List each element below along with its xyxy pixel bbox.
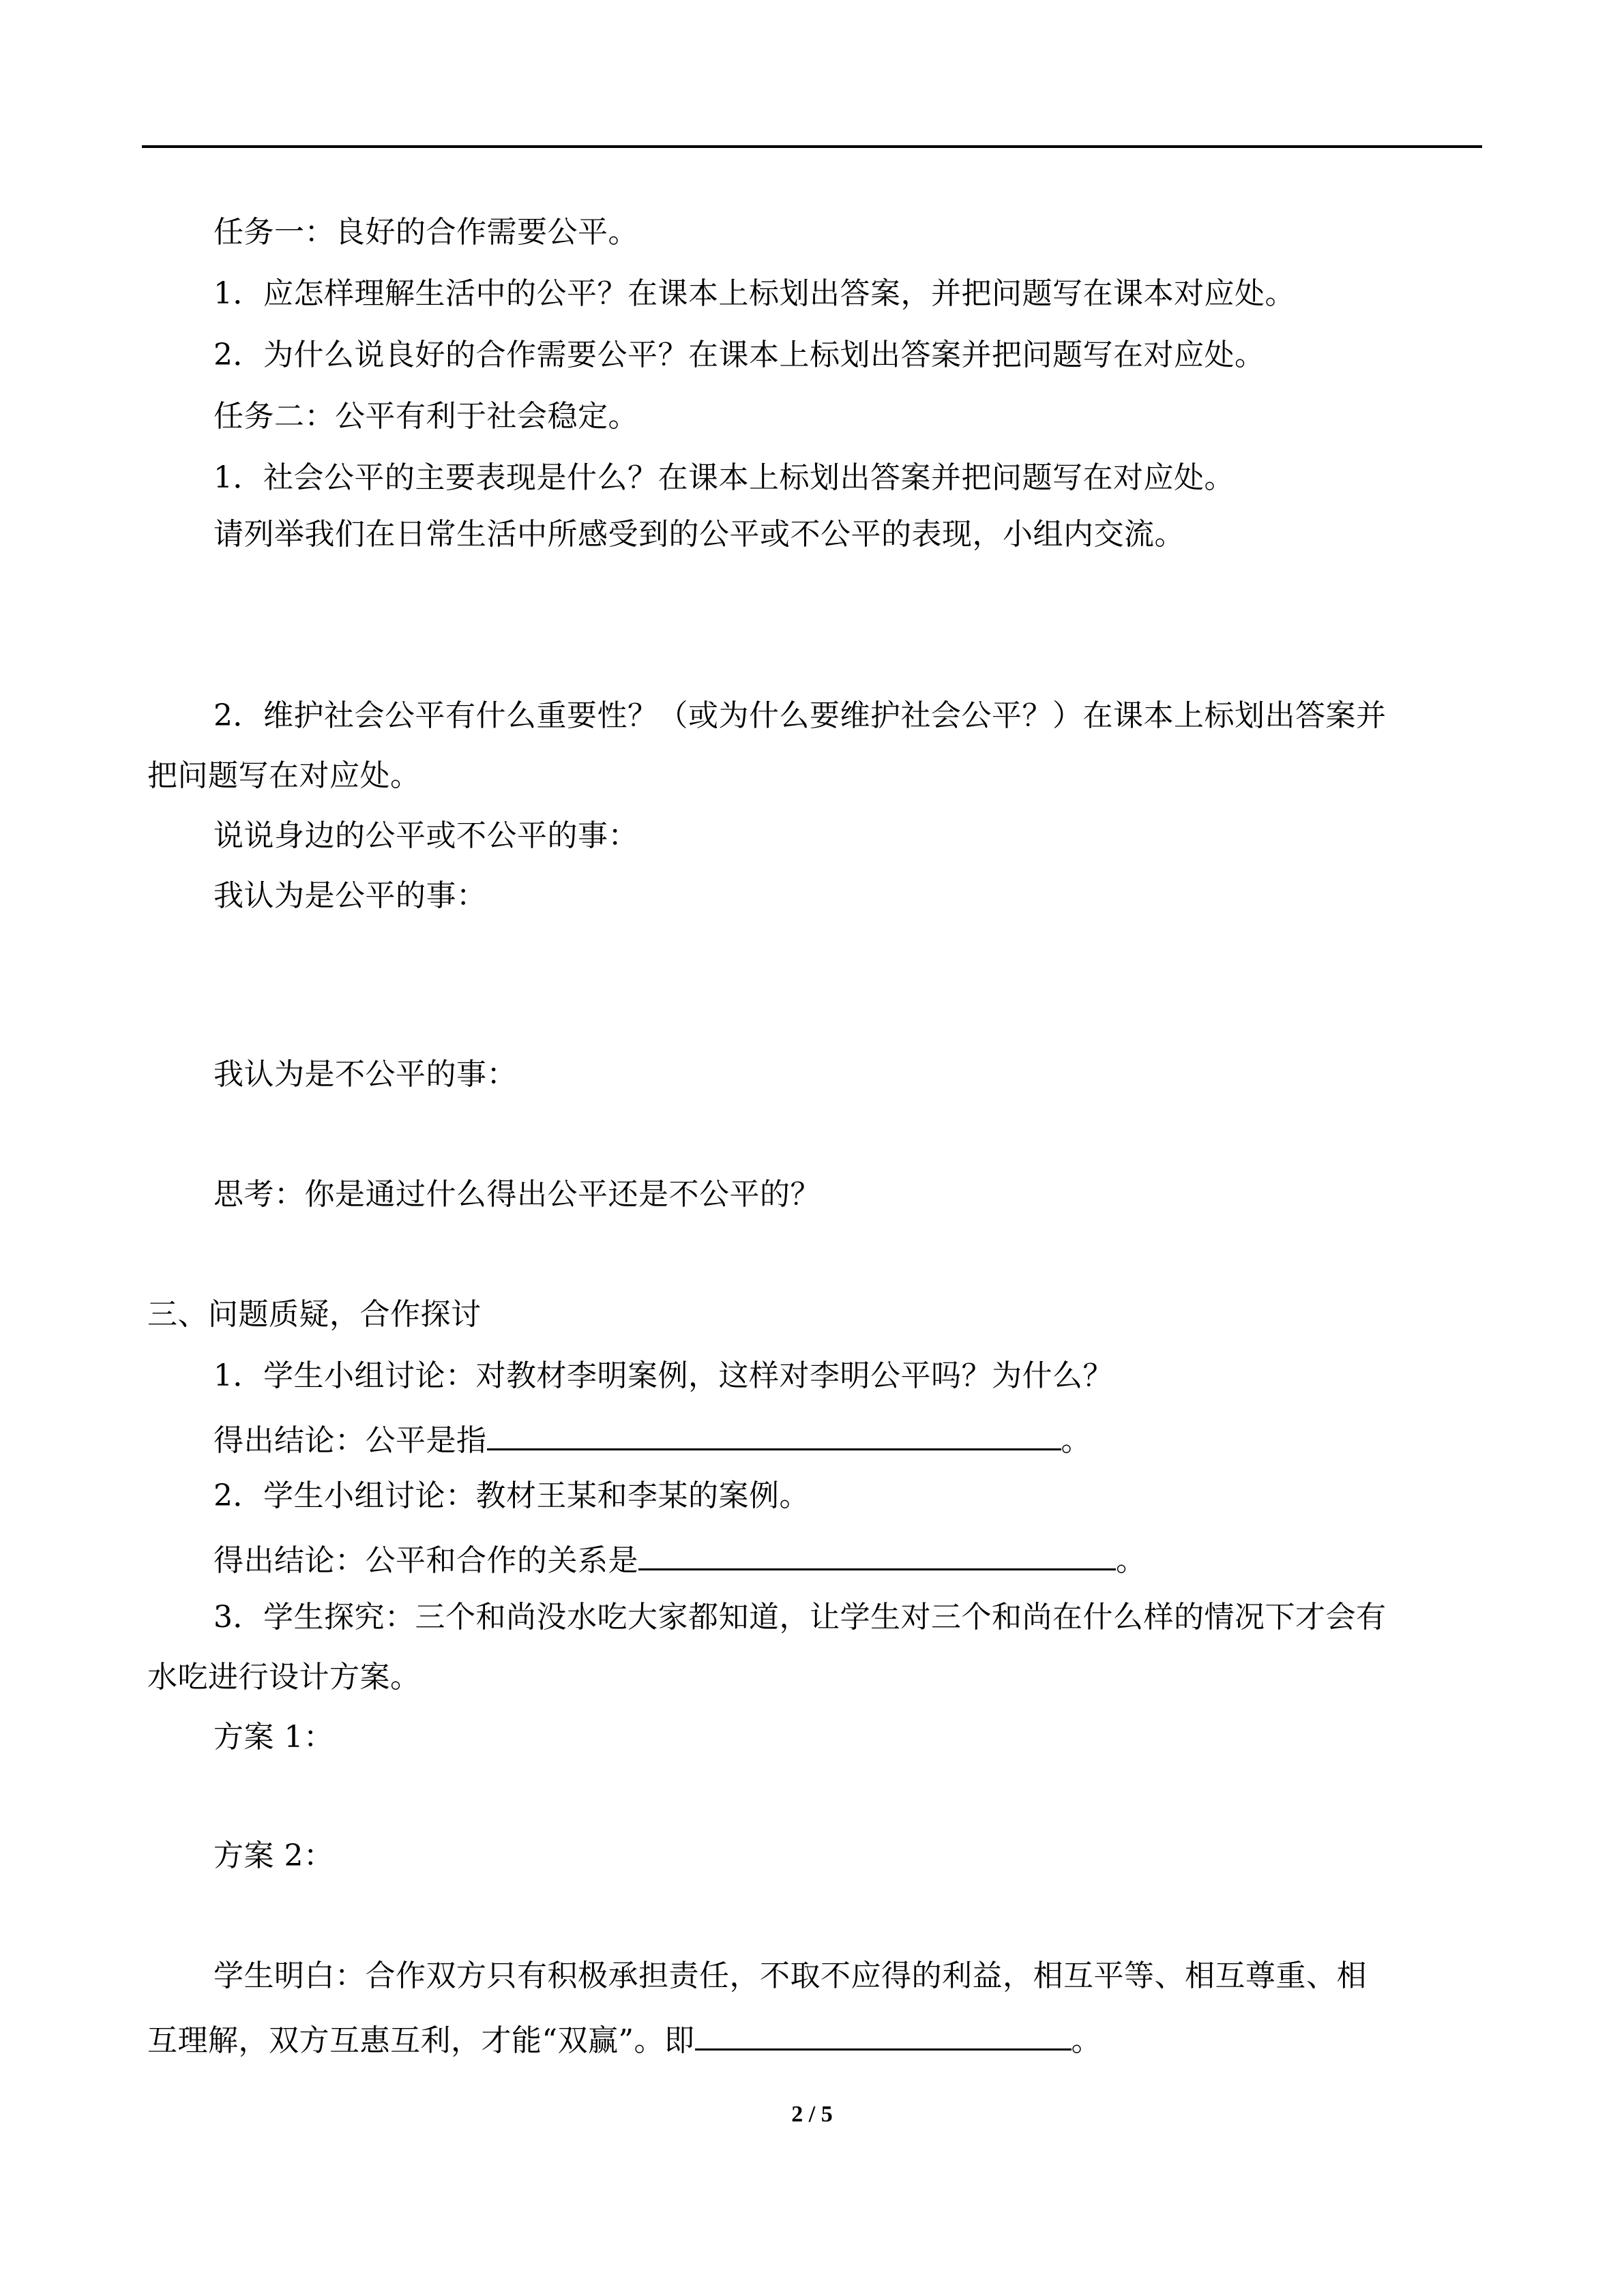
task2-prompt: 请列举我们在日常生活中所感受到的公平或不公平的表现，小组内交流。 bbox=[213, 517, 1185, 552]
header-rule bbox=[142, 145, 1482, 148]
conclusion-1-prefix: 得出结论：公平是指 bbox=[213, 1423, 487, 1458]
task2-fair: 我认为是公平的事： bbox=[213, 878, 487, 913]
section3-discussion-2: 2．学生小组讨论：教材王某和李某的案例。 bbox=[213, 1478, 810, 1513]
conclusion-1-blank[interactable] bbox=[487, 1417, 1061, 1450]
summary-line2 bbox=[147, 2017, 1102, 2060]
task2-heading: 任务二：公平有利于社会稳定。 bbox=[213, 399, 638, 434]
plan-2-label: 方案 2： bbox=[213, 1838, 334, 1873]
task2-question-2-line2: 把问题写在对应处。 bbox=[147, 758, 421, 793]
page-number: 2 / 5 bbox=[791, 2102, 833, 2127]
section3-discussion-1: 1．学生小组讨论：对教材李明案例，这样对李明公平吗？为什么？ bbox=[213, 1358, 1113, 1393]
plan-1-label: 方案 1： bbox=[213, 1720, 334, 1755]
task2-talk: 说说身边的公平或不公平的事： bbox=[213, 818, 638, 853]
task2-think: 思考：你是通过什么得出公平还是不公平的？ bbox=[213, 1177, 821, 1212]
task2-question-1: 1．社会公平的主要表现是什么？在课本上标划出答案并把问题写在对应处。 bbox=[213, 460, 1235, 495]
summary-blank[interactable] bbox=[695, 2017, 1072, 2051]
conclusion-1-suffix: 。 bbox=[1061, 1423, 1091, 1458]
task1-question-1: 1．应怎样理解生活中的公平？在课本上标划出答案，并把问题写在课本对应处。 bbox=[213, 276, 1295, 311]
task2-question-2-line1: 2．维护社会公平有什么重要性？（或为什么要维护社会公平？）在课本上标划出答案并 bbox=[213, 698, 1387, 733]
conclusion-2-suffix: 。 bbox=[1116, 1543, 1147, 1578]
conclusion-2-blank[interactable] bbox=[638, 1537, 1116, 1570]
section3-heading: 三、问题质疑，合作探讨 bbox=[147, 1297, 482, 1332]
conclusion-2-prefix: 得出结论：公平和合作的关系是 bbox=[213, 1543, 638, 1578]
section3-conclusion-1 bbox=[213, 1417, 1091, 1460]
task2-unfair: 我认为是不公平的事： bbox=[213, 1057, 517, 1092]
section3-conclusion-2 bbox=[213, 1537, 1147, 1580]
task1-question-2: 2．为什么说良好的合作需要公平？在课本上标划出答案并把问题写在对应处。 bbox=[213, 338, 1265, 372]
summary-suffix: 。 bbox=[1071, 2023, 1102, 2058]
section3-explore-line1: 3．学生探究：三个和尚没水吃大家都知道，让学生对三个和尚在什么样的情况下才会有 bbox=[213, 1600, 1387, 1635]
task1-heading: 任务一：良好的合作需要公平。 bbox=[213, 215, 638, 250]
section3-explore-line2: 水吃进行设计方案。 bbox=[147, 1660, 421, 1695]
summary-prefix: 互理解，双方互惠互利，才能“双赢”。即 bbox=[147, 2023, 695, 2058]
summary-line1: 学生明白：合作双方只有积极承担责任，不取不应得的利益，相互平等、相互尊重、相 bbox=[213, 1958, 1367, 1993]
